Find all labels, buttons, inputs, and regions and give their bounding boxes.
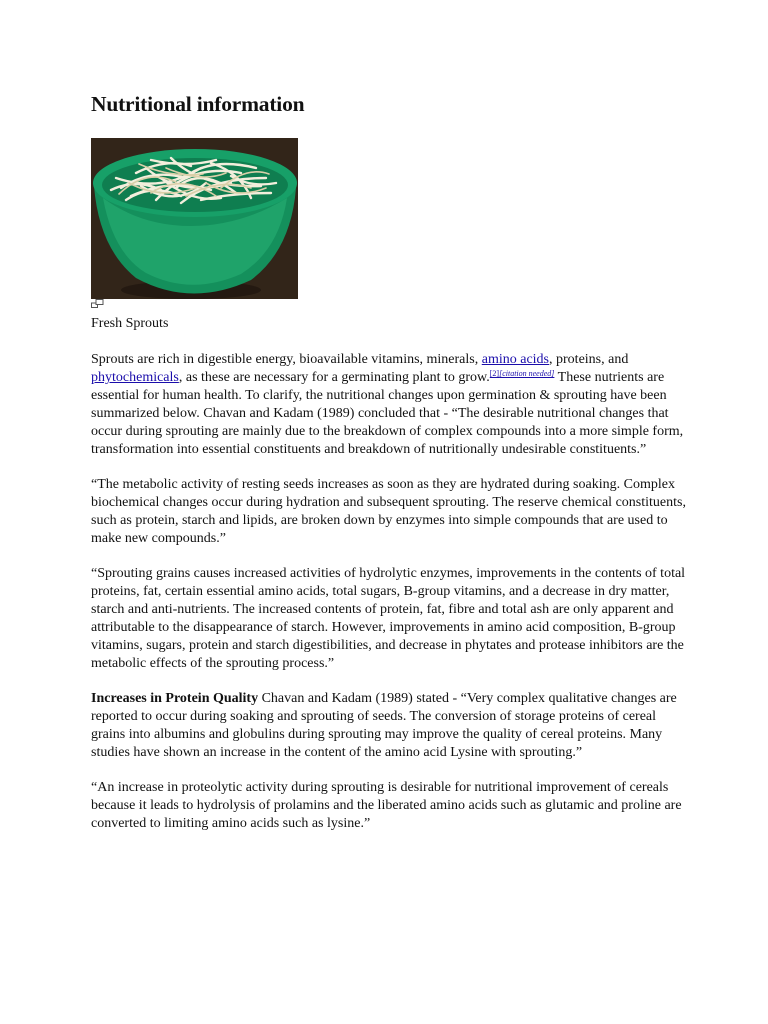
paragraph: “The metabolic activity of resting seeds increases as soon as they are hydrated during soaking. Complex biochemical changes occur during hydration and subsequent sprouting. The reserve chemical constituents, such as protein, starch and lipids, are broken down by enzymes into simple compounds that are used to make new compounds.” xyxy=(91,477,686,546)
citation-needed-link[interactable] xyxy=(499,369,554,378)
page-title: Nutritional information xyxy=(91,92,305,116)
image-caption: Fresh Sprouts xyxy=(91,316,169,331)
text-span: Chavan and Kadam (1989) stated - “Very complex qualitative changes are reported to occur during soaking and sprouting of seeds. The conversion of storage proteins of cereal grains into albumins and globulins during sprouting may improve the quality of cereal proteins. Many studies have shown an increase in the content of the amino acid Lysine with sprouting.” xyxy=(91,691,677,760)
reference-link[interactable]: [2] xyxy=(489,369,500,378)
paragraph: “An increase in proteolytic activity during sprouting is desirable for nutritional improvement of cereals because it leads to hydrolysis of prolamins and the liberated amino acids such as glutamic and proline are converted to limiting amino acids such as lysine.” xyxy=(91,780,682,831)
magnify-icon[interactable] xyxy=(91,299,104,308)
section-heading: Increases in Protein Quality xyxy=(91,691,259,706)
text-span: , proteins, and xyxy=(549,352,629,367)
paragraph xyxy=(91,351,691,459)
sprouts-bowl-image xyxy=(91,138,298,299)
phytochemicals-link[interactable]: phytochemicals xyxy=(91,370,179,385)
citation-needed-label: [citation needed] xyxy=(499,369,555,378)
text-span: , as these are necessary for a germinating plant to grow. xyxy=(178,370,490,385)
text-span: Sprouts are rich in digestible energy, bioavailable vitamins, minerals, xyxy=(91,352,482,367)
paragraph: “Sprouting grains causes increased activities of hydrolytic enzymes, improvements in the contents of total proteins, fat, certain essential amino acids, total sugars, B-group vitamins, and a decrease in dry matter, starch and anti-nutrients. The increased contents of protein, fat, fibre and total ash are only apparent and attributable to the disappearance of starch. However, improvements in amino acid composition, B-group vitamins, sugars, protein and starch digestibilities, and decrease in phytates and protease inhibitors are the metabolic effects of the sprouting process.” xyxy=(91,566,686,671)
paragraph xyxy=(91,690,691,762)
article-body xyxy=(91,351,691,850)
sprouts-photo xyxy=(91,138,298,299)
amino-acids-link[interactable]: amino acids xyxy=(481,352,550,367)
citation-superscript xyxy=(490,369,555,378)
text-span: These nutrients are essential for human health. To clarify, the nutritional changes upon germination & sprouting have been summarized below. Chavan and Kadam (1989) concluded that - “The desirable nutritional changes that occur during sprouting are mainly due to the breakdown of complex compounds into a more simple form, transformation into essential constituents and breakdown of nutritionally undesirable constituents.” xyxy=(91,370,684,457)
